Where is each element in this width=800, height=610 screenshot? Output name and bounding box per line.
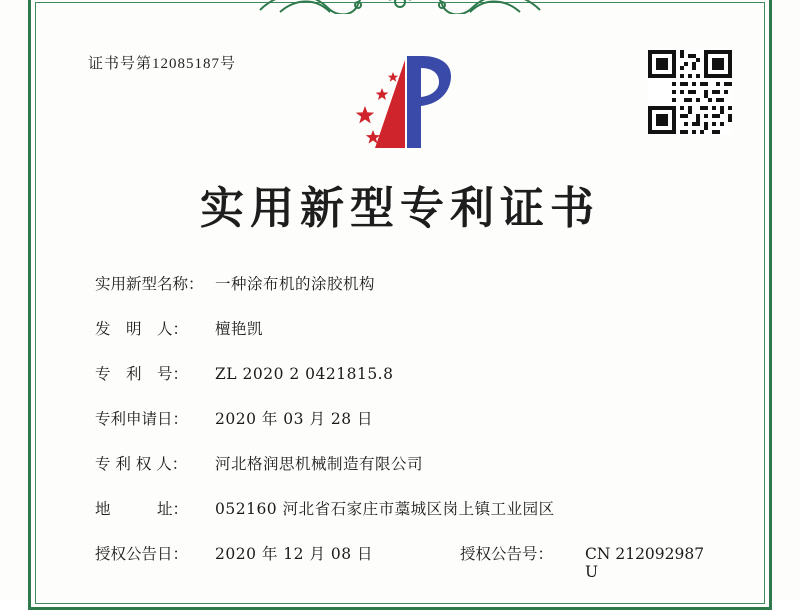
certificate-number: 证书号第12085187号 <box>88 56 237 72</box>
field-label-address: 地 址： <box>95 500 189 518</box>
field-label-patentee: 专 利 权 人： <box>95 455 188 473</box>
field-row <box>95 272 705 294</box>
certificate-fields <box>95 272 705 581</box>
field-label-inventor: 发 明 人： <box>95 320 189 338</box>
field-row-announcement <box>95 542 705 581</box>
field-value-application-date: 2020 年 03 月 28 日 <box>215 410 374 428</box>
field-label-announcement-date: 授权公告日： <box>95 545 189 563</box>
field-value-address: 052160 河北省石家庄市藁城区岗上镇工业园区 <box>215 500 555 518</box>
qr-code <box>648 50 732 134</box>
field-row <box>95 452 705 474</box>
top-ornament-decoration <box>250 0 550 14</box>
field-value-patent-number: ZL 2020 2 0421815.8 <box>215 365 394 383</box>
field-value-inventor: 檀艳凯 <box>215 320 264 338</box>
field-row <box>95 407 705 429</box>
field-value-invention-name: 一种涂布机的涂胶机构 <box>215 275 376 293</box>
field-row <box>95 497 705 519</box>
field-value-announcement-date: 2020 年 12 月 08 日 <box>215 545 374 563</box>
patent-emblem-logo <box>335 48 465 158</box>
field-label-application-date: 专利申请日： <box>95 410 189 428</box>
field-label-patent-number: 专 利 号： <box>95 365 189 383</box>
field-label-announcement-number: 授权公告号： <box>460 545 554 563</box>
field-row <box>95 317 705 339</box>
field-row <box>95 362 705 384</box>
field-label-invention-name: 实用新型名称： <box>95 275 204 293</box>
field-value-announcement-number: CN 212092987 U <box>585 545 705 581</box>
page-title: 实用新型专利证书 <box>200 183 600 234</box>
field-value-patentee: 河北格润思机械制造有限公司 <box>215 455 424 473</box>
